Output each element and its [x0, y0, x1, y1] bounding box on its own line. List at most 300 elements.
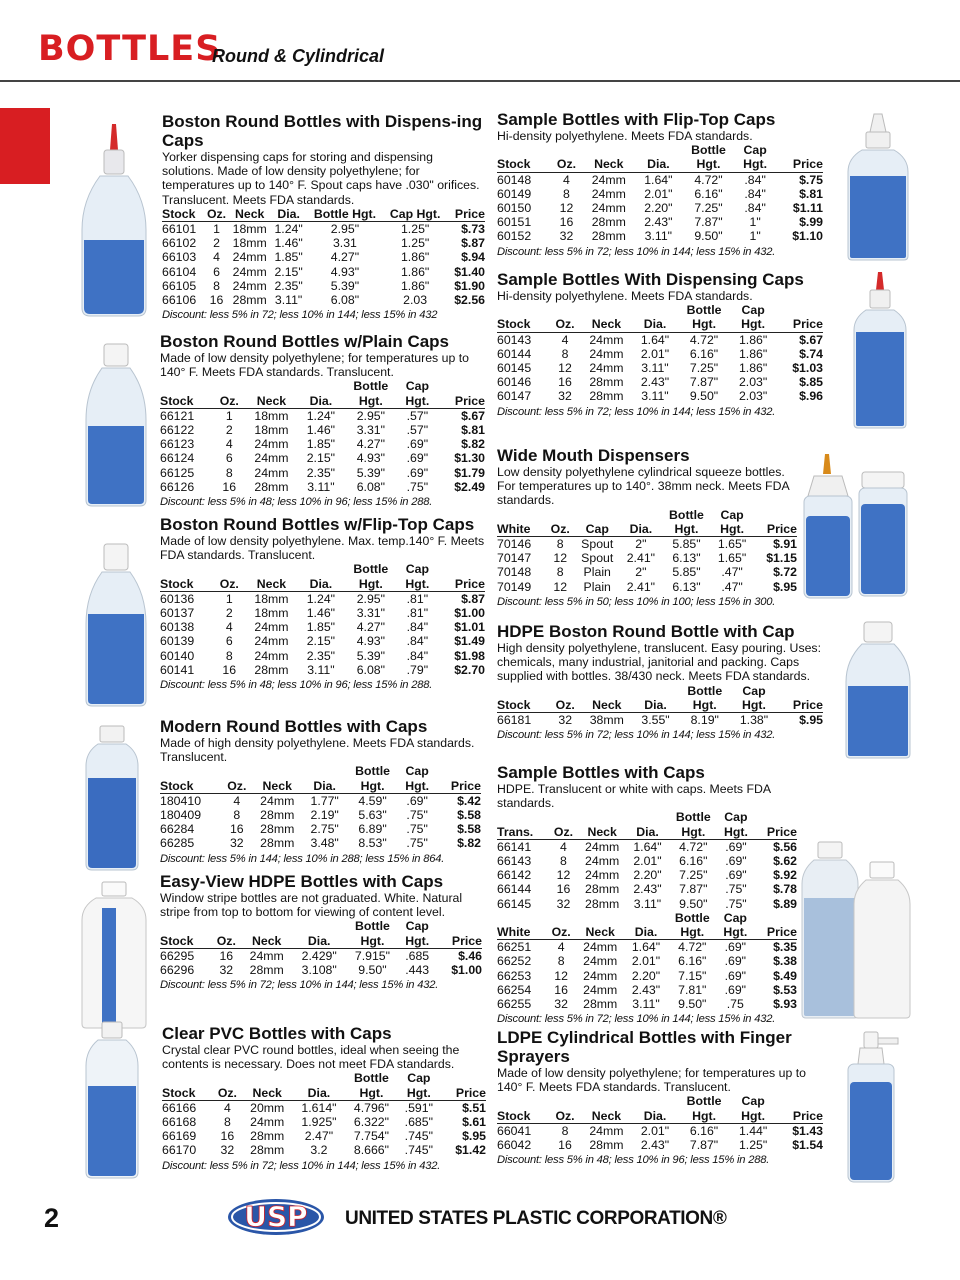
- column-header: Oz.: [550, 317, 580, 332]
- column-group-label: Cap: [720, 507, 744, 522]
- table-cell: .69": [406, 437, 429, 452]
- column-header: Hgt.: [398, 394, 436, 409]
- dispensing-bottle-image: [78, 120, 150, 320]
- table-cell: Spout: [581, 537, 614, 552]
- table-cell: 32: [219, 963, 234, 978]
- column-header: Dia.: [636, 157, 681, 172]
- column-group-label: [575, 911, 625, 925]
- table-cell: 1": [749, 229, 761, 244]
- section-title: Modern Round Bottles with Caps: [160, 717, 428, 736]
- table-cell: 28mm: [260, 822, 295, 837]
- table-row: [160, 606, 485, 620]
- table-cell: 1.46": [274, 236, 303, 251]
- product-section-easy-view: [160, 872, 482, 992]
- column-group-label: [550, 303, 580, 317]
- table-row: [160, 437, 485, 451]
- table-cell: 60149: [497, 186, 532, 201]
- column-header: Price: [774, 157, 823, 172]
- spec-header-row: [160, 779, 481, 794]
- table-cell: .84": [744, 186, 766, 201]
- column-header: Hgt.: [718, 925, 753, 940]
- price-cell: $1.98: [454, 648, 485, 663]
- table-cell: 3.48": [310, 836, 339, 851]
- table-cell: 1.85": [306, 620, 336, 635]
- table-row: [160, 408, 485, 423]
- table-row: [162, 1100, 486, 1115]
- table-cell: 3.11": [644, 229, 673, 244]
- column-group-label: Bottle: [353, 379, 389, 394]
- table-cell: 16: [556, 882, 571, 897]
- column-group-label: [222, 764, 251, 778]
- table-row: [162, 250, 485, 264]
- table-cell: 32: [554, 997, 568, 1012]
- price-cell: $.53: [773, 982, 797, 997]
- spec-header-row-top: [497, 143, 823, 157]
- table-cell: 2.43": [633, 882, 662, 897]
- price-cell: $.82: [457, 836, 481, 851]
- table-cell: 66104: [162, 264, 197, 279]
- column-group-label: Bottle: [353, 562, 389, 577]
- column-group-label: [160, 764, 222, 778]
- table-cell: 4: [233, 793, 241, 808]
- column-header: Neck: [228, 207, 271, 222]
- table-cell: 6.16": [678, 954, 707, 969]
- spec-table: [497, 810, 797, 910]
- table-row: [497, 172, 823, 187]
- column-header: Dia.: [271, 207, 306, 222]
- column-group-label: [546, 508, 574, 522]
- table-cell: .69": [724, 982, 747, 997]
- spec-header-row-top: [497, 911, 797, 925]
- column-header: Stock: [497, 317, 550, 332]
- table-cell: 16: [219, 948, 234, 963]
- product-section-sample-fliptop: [497, 110, 823, 259]
- column-header: Oz.: [214, 577, 244, 592]
- column-group-label: Bottle: [354, 1071, 389, 1086]
- table-cell: 18mm: [254, 606, 289, 621]
- column-group-label: Bottle: [355, 764, 390, 779]
- table-cell: 1.86": [738, 361, 768, 376]
- spec-header-row: [160, 394, 485, 409]
- column-group-label: [162, 1071, 213, 1085]
- section-description: Yorker dispensing caps for storing and dispensing solutions. Made of low density polyethylene; for temperatures up to 140° F. Spout caps have .030" orifices. Translucent. Meets FDA standards.: [162, 150, 480, 207]
- column-group-label: Bottle: [687, 683, 723, 698]
- table-cell: 66145: [497, 896, 532, 911]
- column-group-label: [241, 919, 293, 933]
- table-cell: 12: [553, 551, 568, 566]
- table-cell: 66141: [497, 839, 532, 854]
- column-header: Neck: [575, 925, 625, 940]
- column-header: Hgt.: [732, 698, 776, 713]
- table-row: [497, 537, 797, 552]
- table-cell: 2.01": [633, 854, 662, 869]
- table-row: [497, 1138, 823, 1152]
- table-row: [497, 969, 797, 983]
- column-header: Hgt.: [731, 1109, 775, 1124]
- price-cell: $1.11: [792, 201, 823, 216]
- product-section-wide-mouth: [497, 446, 797, 609]
- column-group-label: [633, 684, 677, 698]
- table-cell: 2.01": [640, 346, 670, 361]
- table-cell: 24mm: [254, 620, 289, 635]
- column-group-label: Cap: [741, 303, 765, 318]
- table-cell: 2.03": [738, 375, 768, 390]
- column-header: Oz.: [547, 925, 575, 940]
- product-section-boston-plain: [160, 332, 485, 509]
- column-header: Hgt.: [661, 522, 711, 537]
- table-cell: 1.25": [400, 236, 430, 251]
- table-cell: 18mm: [232, 222, 267, 237]
- table-cell: 1.86": [738, 332, 768, 347]
- price-cell: $.78: [773, 882, 797, 897]
- table-cell: 66042: [497, 1138, 532, 1153]
- table-cell: 8: [563, 186, 570, 201]
- discount-note: Discount: less 5% in 72; less 10% in 144; less 15% in 432.: [497, 1013, 776, 1026]
- discount-note: Discount: less 5% in 48; less 10% in 96; less 15% in 288.: [160, 496, 433, 509]
- column-group-label: [753, 911, 797, 925]
- table-cell: 28mm: [583, 997, 618, 1012]
- column-header: Dia.: [633, 698, 677, 713]
- spec-table: [497, 143, 823, 243]
- table-cell: 8: [225, 648, 233, 663]
- product-section-modern-round: [160, 717, 481, 866]
- table-cell: 6: [213, 264, 220, 279]
- table-cell: 32: [558, 713, 573, 728]
- column-header: Oz.: [550, 1109, 580, 1124]
- section-description: Made of low density polyethylene; for temperatures up to 140° F. Meets FDA standards. Translucent.: [160, 351, 469, 380]
- table-cell: 28mm: [260, 836, 295, 851]
- column-group-label: [620, 508, 661, 522]
- table-cell: 1.46": [306, 606, 336, 621]
- table-cell: 1.85": [274, 250, 303, 265]
- table-row: [497, 361, 823, 375]
- column-header: Dia.: [293, 1086, 345, 1101]
- column-header: Price: [435, 934, 482, 949]
- column-group-label: [303, 764, 346, 778]
- table-cell: .745": [404, 1129, 433, 1144]
- table-cell: 3.31": [356, 423, 385, 438]
- table-cell: .84": [406, 634, 429, 649]
- column-header: Hgt.: [736, 157, 774, 172]
- spec-table: [162, 1071, 486, 1157]
- table-cell: 66168: [162, 1115, 197, 1130]
- table-cell: 2": [635, 565, 647, 580]
- table-row: [160, 808, 481, 822]
- column-group-label: Bottle: [674, 910, 710, 925]
- table-cell: 3.11": [641, 361, 669, 376]
- table-cell: 7.87": [694, 215, 723, 230]
- table-row: [497, 347, 823, 361]
- table-cell: .75": [725, 882, 747, 897]
- price-cell: $.46: [458, 948, 482, 963]
- table-cell: 8.19": [690, 713, 719, 728]
- table-cell: 7.754": [353, 1129, 390, 1144]
- column-group-label: [550, 810, 578, 824]
- spec-header-row: [497, 825, 797, 840]
- column-header: Oz.: [550, 698, 580, 713]
- table-cell: .57": [406, 408, 429, 423]
- table-cell: 8: [556, 537, 564, 552]
- price-cell: $.58: [457, 808, 481, 823]
- spec-header-row-top: [162, 1071, 486, 1085]
- table-cell: .685": [404, 1115, 433, 1130]
- table-cell: 60138: [160, 620, 195, 635]
- table-cell: 24mm: [232, 278, 267, 293]
- section-description: Crystal clear PVC round bottles, ideal when seeing the contents is necessary. Does not meet FDA standards.: [162, 1043, 460, 1072]
- table-cell: .685: [405, 948, 430, 963]
- column-header: Hgt.: [343, 577, 398, 592]
- column-header: Neck: [242, 1086, 293, 1101]
- column-group-label: [753, 810, 797, 824]
- column-group-label: Bottle: [686, 303, 722, 318]
- column-group-label: Cap: [724, 810, 748, 825]
- column-header: Hgt.: [343, 394, 398, 409]
- table-cell: 16: [554, 982, 568, 997]
- table-row: [497, 983, 797, 997]
- column-header: Price: [753, 522, 798, 537]
- table-cell: 1: [225, 591, 233, 606]
- table-row: [162, 1115, 486, 1129]
- table-cell: .57": [406, 423, 429, 438]
- column-header: Dia.: [625, 925, 666, 940]
- table-cell: 28mm: [585, 896, 620, 911]
- table-cell: 5.39": [356, 648, 385, 663]
- table-cell: 12: [558, 361, 572, 376]
- table-cell: 2.41": [626, 579, 656, 594]
- column-header: Dia.: [298, 394, 343, 409]
- table-cell: .81": [406, 606, 429, 621]
- table-cell: .75": [406, 822, 428, 837]
- price-cell: $.94: [461, 250, 485, 265]
- table-cell: 2.20": [633, 868, 662, 883]
- column-group-label: [550, 1094, 580, 1108]
- table-row: [162, 1129, 486, 1143]
- table-cell: 1.46": [306, 423, 336, 438]
- table-cell: 1.38": [739, 713, 769, 728]
- spec-header-row: [160, 577, 485, 592]
- table-cell: 7.25": [679, 868, 708, 883]
- column-group-label: Bottle: [691, 143, 726, 158]
- table-row: [497, 954, 797, 968]
- table-cell: 180409: [160, 808, 202, 823]
- column-group-label: [582, 143, 636, 157]
- table-cell: 1.25": [400, 222, 430, 237]
- column-group-label: Bottle: [355, 919, 390, 934]
- table-cell: .591": [404, 1100, 433, 1115]
- section-description: Made of low density polyethylene. Max. temp.140° F. Meets FDA standards. Translucent.: [160, 534, 485, 563]
- spec-table: [497, 1094, 823, 1152]
- discount-note: Discount: less 5% in 72; less 10% in 144; less 15% in 432.: [162, 1159, 441, 1172]
- table-row: [497, 868, 797, 882]
- table-cell: 2.01": [631, 954, 661, 969]
- table-cell: 28mm: [591, 215, 626, 230]
- price-cell: $.81: [461, 423, 485, 438]
- column-header: Neck: [251, 779, 303, 794]
- table-cell: 24mm: [591, 186, 626, 201]
- discount-note: Discount: less 5% in 72; less 10% in 144; less 15% in 432.: [497, 245, 776, 258]
- section-title: LDPE Cylindrical Bottles with Finger Sprayers: [497, 1028, 792, 1066]
- page-number: 2: [44, 1203, 60, 1233]
- table-cell: 6: [225, 451, 233, 466]
- column-group-label: [547, 911, 575, 925]
- price-cell: $1.79: [454, 465, 485, 480]
- table-row: [162, 222, 485, 237]
- column-group-label: [775, 1094, 823, 1108]
- column-group-label: [580, 1094, 633, 1108]
- price-cell: $1.03: [792, 361, 823, 376]
- table-row: [497, 940, 797, 955]
- spec-header-row: [497, 317, 823, 332]
- table-cell: 60148: [497, 172, 532, 187]
- column-header: Stock: [160, 577, 214, 592]
- table-cell: 32: [220, 1143, 235, 1158]
- spec-table: [160, 379, 485, 494]
- table-cell: 4: [225, 620, 233, 635]
- column-group-label: [160, 562, 214, 576]
- table-cell: 6.89": [358, 822, 387, 837]
- column-header: Hgt.: [677, 317, 731, 332]
- price-cell: $1.90: [454, 278, 485, 293]
- table-cell: 66103: [162, 250, 197, 265]
- price-cell: $.67: [461, 408, 485, 423]
- column-group-label: [577, 810, 627, 824]
- table-cell: 24mm: [254, 634, 289, 649]
- table-cell: .84": [744, 201, 766, 216]
- table-row: [160, 466, 485, 480]
- table-cell: 66252: [497, 954, 532, 969]
- table-cell: 66125: [160, 465, 195, 480]
- column-group-label: [574, 508, 620, 522]
- column-group-label: [160, 919, 212, 933]
- section-title: Sample Bottles with Flip-Top Caps: [497, 110, 776, 129]
- column-group-label: [551, 143, 581, 157]
- table-cell: .69": [725, 868, 747, 883]
- table-cell: .69": [406, 451, 429, 466]
- column-header: Dia.: [627, 825, 668, 840]
- table-cell: 28mm: [254, 662, 289, 677]
- table-cell: 24mm: [254, 648, 289, 663]
- column-group-label: [776, 684, 823, 698]
- table-cell: 66181: [497, 713, 532, 728]
- table-cell: 66105: [162, 278, 197, 293]
- clear-pvc-bottle-image: [84, 1020, 140, 1180]
- table-cell: 8.666": [353, 1143, 390, 1158]
- column-header: Stock: [160, 934, 212, 949]
- column-header: White: [497, 522, 546, 537]
- column-group-label: [497, 143, 551, 157]
- table-cell: 6.08": [356, 479, 385, 494]
- price-cell: $.95: [462, 1129, 486, 1144]
- table-cell: 9.50": [694, 229, 723, 244]
- price-cell: $.93: [773, 997, 797, 1012]
- table-cell: 66253: [497, 968, 532, 983]
- table-row: [497, 389, 823, 403]
- spec-table: [497, 911, 797, 1011]
- column-header: Neck: [244, 394, 298, 409]
- column-group-label: [774, 143, 823, 157]
- table-row: [497, 997, 797, 1011]
- table-cell: 28mm: [591, 229, 626, 244]
- table-row: [160, 423, 485, 437]
- table-cell: 2.41": [626, 551, 656, 566]
- column-group-label: [435, 764, 481, 778]
- column-group-label: [212, 919, 241, 933]
- column-header: Neck: [577, 825, 627, 840]
- price-cell: $.72: [773, 565, 797, 580]
- column-group-label: [633, 303, 677, 317]
- table-row: [497, 854, 797, 868]
- table-cell: 28mm: [585, 882, 620, 897]
- table-cell: 1.86": [400, 278, 430, 293]
- section-description: High density polyethylene, translucent. Easy pouring. Uses: chemicals, many industrial, janitorial and packing. Caps supplied with bottles. 38/430 neck. Meets FDA standards.: [497, 641, 821, 684]
- table-cell: 2.43": [640, 375, 670, 390]
- table-row: [497, 551, 797, 565]
- column-header: Oz.: [550, 825, 578, 840]
- column-group-label: [550, 684, 580, 698]
- column-group-label: Bottle: [669, 507, 704, 522]
- table-cell: 2.01": [640, 1123, 670, 1138]
- column-group-label: [440, 1071, 486, 1085]
- table-cell: .81": [406, 591, 429, 606]
- discount-note: Discount: less 5% in 48; less 10% in 96; less 15% in 288.: [497, 1154, 770, 1167]
- section-description: Hi-density polyethylene. Meets FDA standards.: [497, 129, 753, 143]
- spec-header-row: [497, 698, 823, 713]
- price-cell: $1.42: [455, 1143, 486, 1158]
- price-cell: $.42: [457, 793, 481, 808]
- column-group-label: [244, 562, 298, 576]
- column-group-label: Cap: [405, 379, 429, 394]
- page-subtitle: Round & Cylindrical: [212, 46, 385, 66]
- plain-cap-bottle-image: [84, 340, 148, 510]
- table-cell: 66254: [497, 982, 532, 997]
- product-section-boston-dispensing: [162, 112, 485, 322]
- table-cell: 66285: [160, 836, 195, 851]
- table-cell: 28mm: [589, 375, 624, 390]
- price-cell: $.74: [799, 346, 823, 361]
- column-header: Hgt.: [712, 522, 753, 537]
- column-group-label: [293, 919, 346, 933]
- table-row: [160, 649, 485, 663]
- table-cell: 6.13": [672, 579, 701, 594]
- table-cell: 1.25": [738, 1138, 768, 1153]
- table-cell: 1.77": [310, 793, 339, 808]
- column-header: Stock: [497, 157, 551, 172]
- table-cell: 8: [233, 808, 241, 823]
- spec-header-row-top: [160, 562, 485, 576]
- product-section-ldpe-sprayers: [497, 1028, 823, 1167]
- column-header: Oz.: [546, 522, 574, 537]
- table-cell: 24mm: [254, 437, 289, 452]
- spec-header-row-top: [497, 303, 823, 317]
- price-cell: $.92: [773, 868, 797, 883]
- column-header: Hgt.: [398, 1086, 440, 1101]
- discount-note: Discount: less 5% in 72; less 10% in 144; less 15% in 432: [162, 309, 438, 322]
- table-cell: 28mm: [589, 1138, 624, 1153]
- table-cell: 1: [225, 408, 233, 423]
- table-cell: 66142: [497, 868, 532, 883]
- table-cell: 8: [561, 346, 569, 361]
- table-cell: 12: [553, 579, 568, 594]
- table-cell: 24mm: [232, 250, 267, 265]
- table-cell: 66166: [162, 1100, 197, 1115]
- table-row: [162, 293, 485, 307]
- discount-note: Discount: less 5% in 72; less 10% in 144; less 15% in 432.: [497, 729, 776, 742]
- table-cell: 66126: [160, 479, 195, 494]
- column-header: Dia.: [620, 522, 661, 537]
- table-cell: 60141: [160, 662, 195, 677]
- table-cell: 2.20": [644, 201, 673, 216]
- table-cell: 2.03: [403, 293, 428, 308]
